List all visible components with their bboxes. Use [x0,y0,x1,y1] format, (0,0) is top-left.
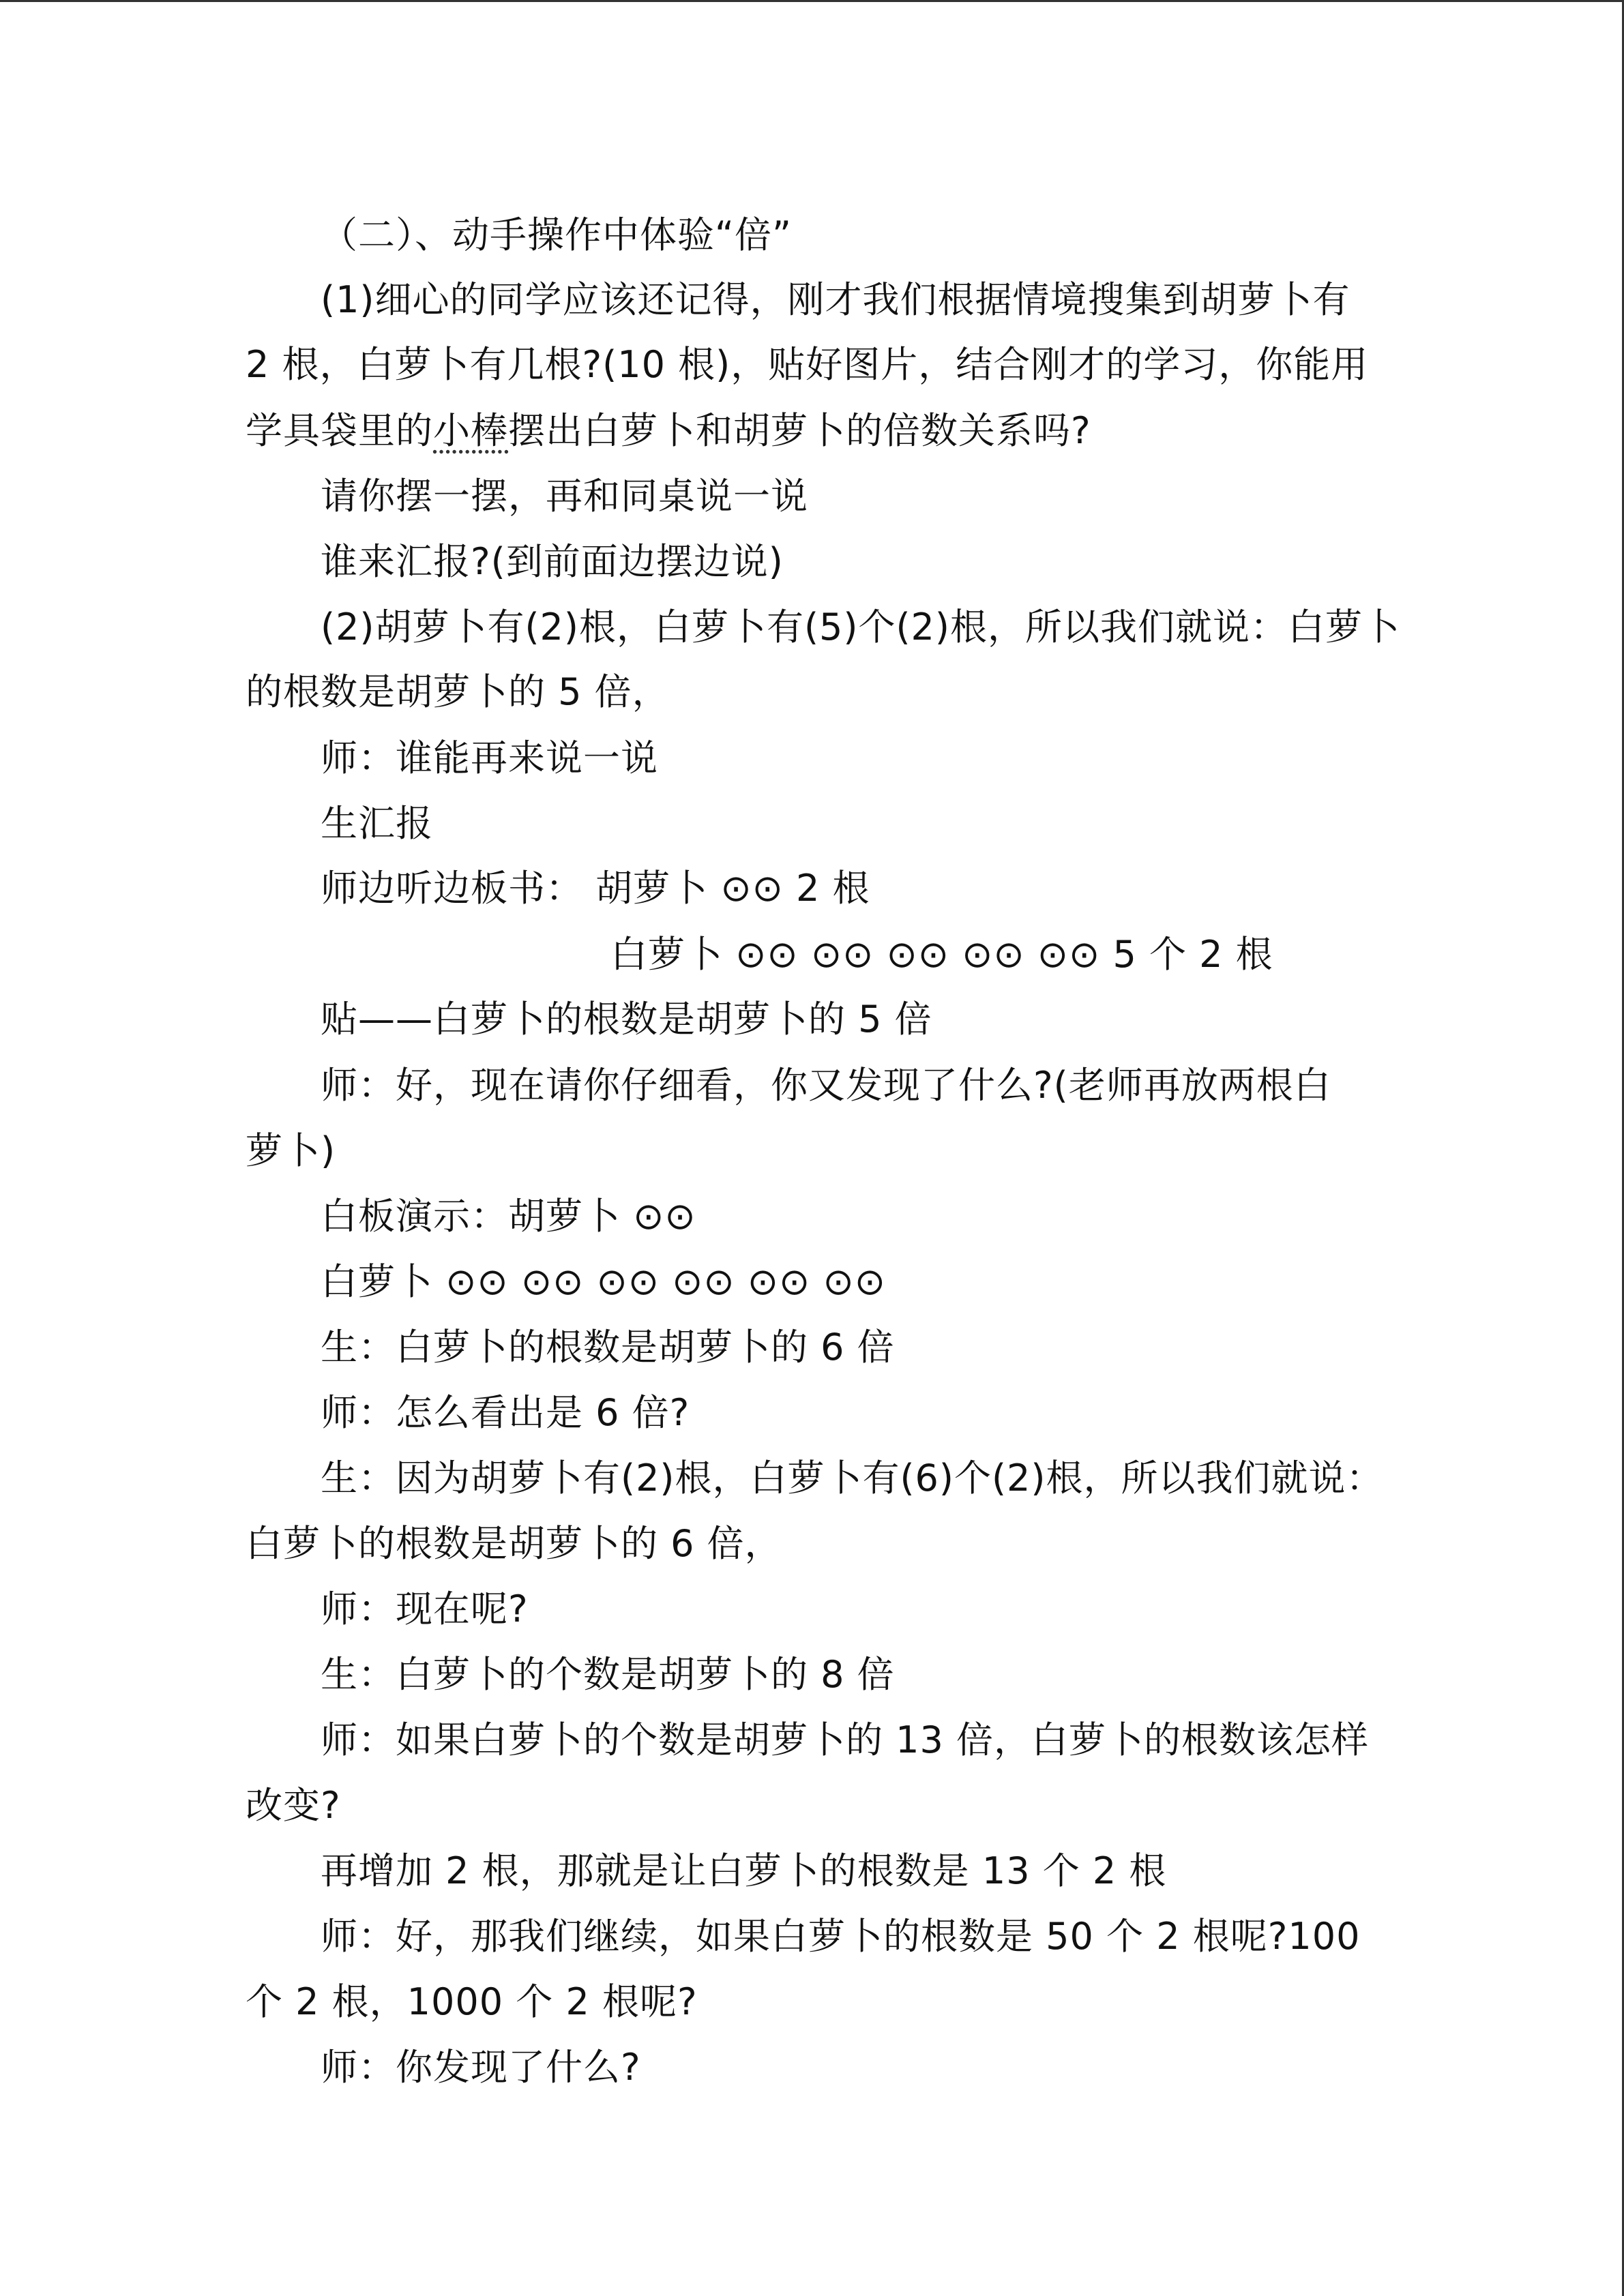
paragraph-line: 师：你发现了什么? [321,2046,641,2089]
paragraph-line: 生：白萝卜的根数是胡萝卜的 6 倍 [321,1326,895,1369]
paragraph-line: 生：因为胡萝卜有(2)根，白萝卜有(6)个(2)根，所以我们就说： [321,1457,1384,1500]
paragraph-line: 萝卜) [246,1129,336,1172]
whiteboard-line: 白萝卜 ⊙⊙ ⊙⊙ ⊙⊙ ⊙⊙ ⊙⊙ ⊙⊙ [321,1260,886,1303]
paragraph-line: 师：谁能再来说一说 [321,736,658,779]
paragraph-line [246,407,1091,455]
paragraph-line: 的根数是胡萝卜的 5 倍， [246,670,670,713]
paragraph-line: 生汇报 [321,802,433,845]
paragraph-line: 师：好，那我们继续，如果白萝卜的根数是 50 个 2 根呢?100 [321,1915,1361,1958]
paragraph-line: 个 2 根，1000 个 2 根呢? [246,1980,698,2023]
paragraph-line: 生：白萝卜的个数是胡萝卜的 8 倍 [321,1653,895,1696]
paragraph-line: 2 根，白萝卜有几根?(10 根)，贴好图片，结合刚才的学习，你能用 [246,343,1369,386]
paragraph-line: 改变? [246,1784,341,1827]
paragraph-line: 请你摆一摆，再和同桌说一说 [321,475,808,518]
board-writing-line: 师边听边板书： 胡萝卜 ⊙⊙ 2 根 [321,867,870,910]
spellcheck-underlined-word: 小棒 [433,409,508,452]
text-span: 学具袋里的 [246,409,433,452]
whiteboard-line: 白板演示：胡萝卜 ⊙⊙ [321,1195,696,1238]
section-heading: （二）、动手操作中体验“倍” [321,213,792,256]
paragraph-line: (1)细心的同学应该还记得，刚才我们根据情境搜集到胡萝卜有 [321,278,1350,321]
paragraph-line: 再增加 2 根，那就是让白萝卜的根数是 13 个 2 根 [321,1849,1167,1892]
paragraph-line: 师：现在呢? [321,1587,529,1630]
paragraph-line: 白萝卜的根数是胡萝卜的 6 倍， [246,1522,782,1565]
paragraph-line: 师：怎么看出是 6 倍? [321,1391,690,1434]
paragraph-line: 师：如果白萝卜的个数是胡萝卜的 13 倍，白萝卜的根数该怎样 [321,1718,1370,1761]
paragraph-line: 贴——白萝卜的根数是胡萝卜的 5 倍 [321,998,932,1041]
paragraph-line: (2)胡萝卜有(2)根，白萝卜有(5)个(2)根，所以我们就说：白萝卜 [321,606,1400,648]
paragraph-line: 谁来汇报?(到前面边摆边说) [321,540,784,583]
text-span: 摆出白萝卜和胡萝卜的倍数关系吗? [508,409,1091,452]
board-writing-line: 白萝卜 ⊙⊙ ⊙⊙ ⊙⊙ ⊙⊙ ⊙⊙ 5 个 2 根 [610,933,1273,976]
paragraph-line: 师：好，现在请你仔细看，你又发现了什么?(老师再放两根白 [321,1064,1331,1107]
page-border-top [0,0,1624,2]
